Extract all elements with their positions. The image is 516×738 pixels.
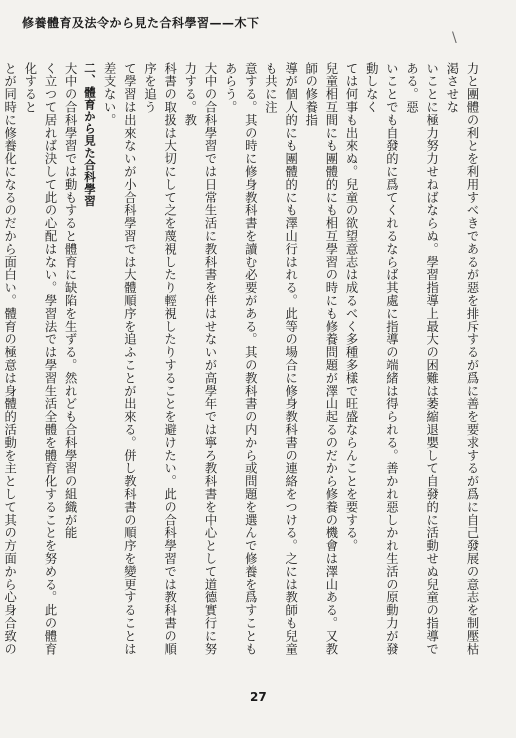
paragraph: 大中の合科學習では動もすると體育に缺陷を生ずる。然れども合科學習の組織が能 (63, 62, 78, 540)
paragraph: 導が個人的にも團體的にも澤山行はれる。此等の場合に修身教科書の連絡をつける。之には教師も兒童も共に注 (263, 62, 298, 656)
paragraph: いことでも自發的に爲てくれるならば其處に指導の端緒は得られる。善かれ惡しかれ生活の原動力が發動しなく (364, 62, 399, 656)
body-text (0, 62, 482, 662)
paragraph: て學習は出來ないが小合科學習では大體順序を追ふことが出來る。併し教科書の順序を變更することは差支ない。 (102, 62, 137, 656)
running-head: 修養體育及法令から見た合科學習——木下 (22, 16, 260, 30)
paragraph: 兒童相互間にも團體的にも相互學習の時にも修養問題が澤山起るのだから修養の機會は澤山ある。又教師の修養指 (303, 62, 338, 656)
paragraph: 意する。其の時に修身教科書を讀む必要がある。其の教科書の内から或問題を選んで修養を爲すこともあらう。 (223, 62, 258, 656)
paragraph: 科書の取扱は大切にして之を蔑視したり輕視したりすることを避けたい。此の合科學習では教科書の順序を追う (142, 62, 177, 656)
paragraph: く立つて居れば決して此の心配はない。學習法では學習生活全體を體育化することを努める。此の體育化すると (22, 62, 58, 656)
page-number: 27 (250, 690, 267, 704)
paragraph: 大中の合科學習では日常生活に教科書を伴はせないが高學年では寧ろ教科書を中心として道德實行に努力する。教 (182, 62, 217, 656)
paragraph: とが同時に修養化になるのだから面白い。體育の極意は身體的活動を主として其の方面から心身合致の (2, 62, 17, 656)
paragraph: いことに極力努力せねばならぬ。學習指導上最大の困難は萎縮退嬰して自發的に活動せぬ兒童の指導である。惡 (404, 62, 439, 656)
section-heading: 二、體育から見た合科學習 (83, 62, 98, 208)
paragraph: 力と團體の利とを利用すべきであるが惡を排斥するが爲に善を要求するが爲に自己發展の意志を制壓枯渇させな (444, 62, 479, 656)
pen-mark: \ (452, 30, 457, 46)
paragraph: ては何事も出來ぬ。兒童の欲望意志は成るべく多種多樣で旺盛ならんことを要する。 (344, 62, 359, 553)
